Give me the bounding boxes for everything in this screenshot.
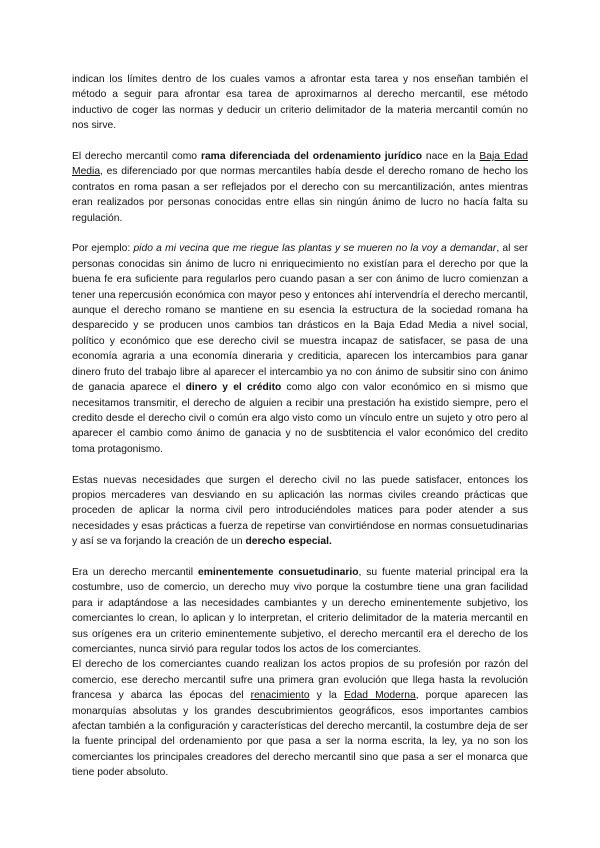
paragraph-6 (72, 657, 528, 780)
paragraph-text: como algo con valor económico en si mismo que necesitamos transmitir, el derecho de alguien a recibir una prestación ha existido siempre, pero el credito desde el derecho civil o común era algo visto como un vínculo entre un sujeto y otro pero al aparecer el cambio como ánimo de ganacia y no de susbtitencia el valor económico del credito toma protagonismo. (72, 382, 528, 455)
document-body (72, 72, 528, 781)
paragraph-text: El derecho mercantil como (72, 151, 201, 163)
bold-text: eminentemente consuetudinario (197, 566, 359, 578)
paragraph-2 (72, 149, 528, 226)
link-edad-moderna[interactable]: Edad Moderna (343, 690, 416, 702)
bold-text: dinero y el crédito (185, 382, 282, 394)
paragraph-5 (72, 565, 528, 657)
bold-text: rama diferenciada del ordenamiento jurídico (200, 151, 422, 163)
link-baja-edad-media[interactable]: Baja Edad Media (72, 151, 528, 178)
paragraph-text: nace en la (421, 151, 480, 163)
paragraph-text: Por ejemplo: (72, 243, 134, 255)
paragraph-text: Estas nuevas necesidades que surgen el derecho civil no las puede satisfacer, entonces los propios mercaderes van desviando en su aplicación las normas civiles creando prácticas que proceden de aplicar la norma civil pero introduciéndoles matices para poder atender a sus necesidades y esas prácticas a fuerza de repetirse van convirtiéndose en normas consuetudinarias y así se va forjando la creación de un (72, 474, 528, 548)
paragraph-text: , porque aparecen las monarquías absolutas y los grandes descubrimientos geográficos, esos importantes cambios afectan también a la configuración y características del derecho mercantil, la costumbre deja de ser la fuente principal del ordenamiento por que pasa a ser la norma escrita, la ley, ya no son los comerciantes los principales creadores del derecho mercantil sino que pasa a ser el monarca que tiene poder absoluto. (72, 690, 528, 779)
paragraph-1 (72, 72, 528, 134)
paragraph-text: El derecho de los comerciantes cuando realizan los actos propios de su profesión por razón del comercio, ese derecho mercantil sufre una primera gran evolución que llega hasta la revolución francesa y abarca las épocas del (72, 659, 528, 702)
paragraph-text: Era un derecho mercantil (72, 566, 198, 578)
bold-text: derecho especial. (245, 536, 332, 548)
italic-example: pido a mi vecina que me riegue las plantas y se mueren no la voy a demandar (133, 243, 497, 255)
paragraph-3 (72, 241, 528, 457)
paragraph-text: y la (309, 690, 344, 702)
link-renacimiento[interactable]: renacimiento (250, 690, 310, 702)
paragraph-text: , al ser personas conocidas sin ánimo de lucro ni enriquecimiento no existían para el derecho por que la buena fe era suficiente para regularlos pero cuando pasan a ser con ánimo de lucro comienzan a tener una repercusión económica con mayor peso y entonces ahí intervendría el derecho mercantil, aunque el derecho romano se mantiene en su esencia la estructura de la sociedad romana ha desparecido y se producen unos cambios tan drásticos en la Baja Edad Media a nivel social, político y económico que ese derecho civil se muestra incapaz de satisfacer, se pasa de una economía agraria a una economía dineraria y crediticia, aparecen los intercambios para ganar dinero fruto del trabajo libre al aparecer el intercambio ya no con ánimo de subsitir sino con ánimo de ganacia aparece el (72, 243, 528, 394)
paragraph-4 (72, 473, 528, 550)
paragraph-text: , es diferenciado por que normas mercantiles había desde el derecho romano de hecho los contratos en roma pasan a ser reflejados por el derecho con su mercantilización, antes mientras eran realizados por personas conocidas entre ellas sin ningún ánimo de lucro no hacía falta su regulación. (72, 166, 528, 224)
paragraph-text: , su fuente material principal era la costumbre, uso de comercio, un derecho muy vivo porque la costumbre tiene una gran facilidad para ir adaptándose a las necesidades cambiantes y un derecho eminentemente subjetivo, los comerciantes lo crean, lo aplican y lo interpretan, el criterio delimitador de la materia mercantil en sus orígenes era un criterio eminentemente subjetivo, el derecho mercantil era el derecho de los comerciantes, nunca sirvió para regular todos los actos de los comerciantes. (72, 566, 528, 655)
paragraph-text: indican los límites dentro de los cuales vamos a afrontar esta tarea y nos enseñan también el método a seguir para afrontar esa tarea de aproximarnos al derecho mercantil, ese método inductivo de coger las normas y deducir un criterio delimitador de la materia mercantil común no nos sirve. (72, 74, 528, 132)
